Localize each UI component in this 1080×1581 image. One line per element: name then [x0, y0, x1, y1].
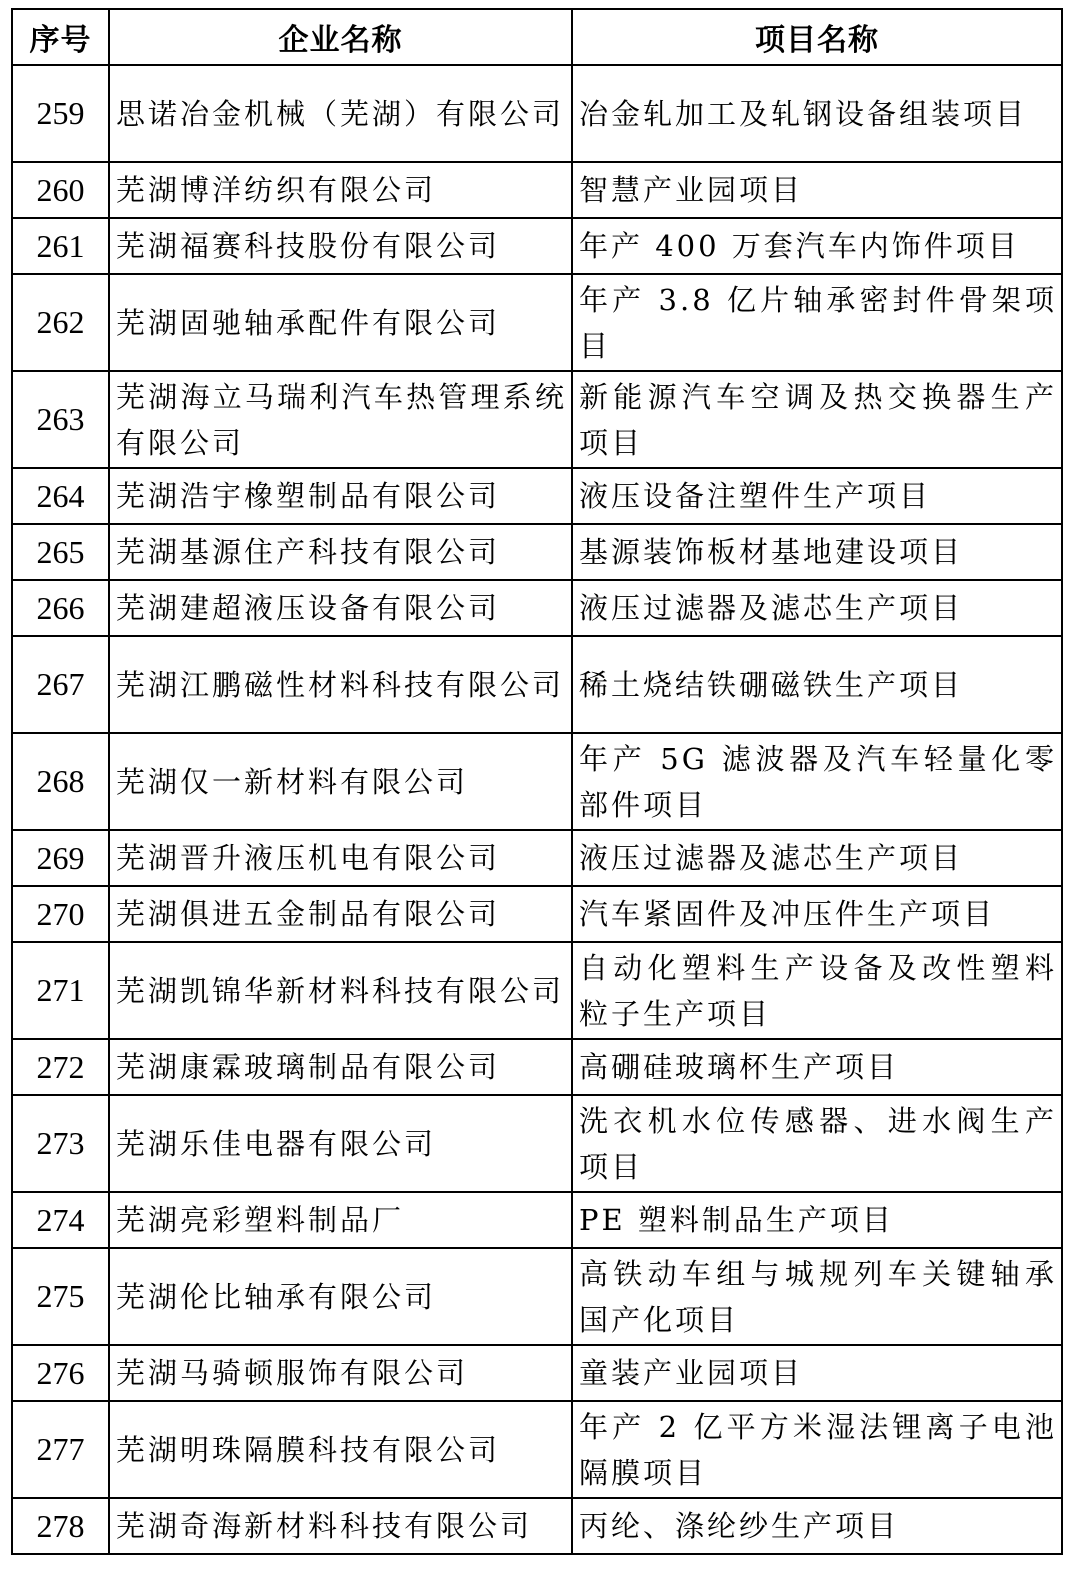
- table-row: [12, 162, 1062, 218]
- table-header: [12, 9, 1062, 65]
- company-name-cell: 芜湖俱进五金制品有限公司: [109, 886, 572, 942]
- header-company-name: 企业名称: [109, 9, 572, 65]
- table-row: [12, 886, 1062, 942]
- serial-number-cell: 270: [12, 886, 109, 942]
- serial-number-cell: 272: [12, 1039, 109, 1095]
- company-name-cell: 芜湖晋升液压机电有限公司: [109, 830, 572, 886]
- header-row: [12, 9, 1062, 65]
- serial-number-cell: 277: [12, 1401, 109, 1498]
- table-row: [12, 524, 1062, 580]
- serial-number-cell: 273: [12, 1095, 109, 1192]
- table-row: [12, 942, 1062, 1039]
- serial-number-cell: 264: [12, 468, 109, 524]
- project-name-cell: 年产 3.8 亿片轴承密封件骨架项目: [572, 274, 1062, 371]
- project-name-cell: 汽车紧固件及冲压件生产项目: [572, 886, 1062, 942]
- serial-number-cell: 265: [12, 524, 109, 580]
- company-name-cell: 芜湖建超液压设备有限公司: [109, 580, 572, 636]
- serial-number-cell: 268: [12, 733, 109, 830]
- company-name-cell: 芜湖固驰轴承配件有限公司: [109, 274, 572, 371]
- serial-number-cell: 262: [12, 274, 109, 371]
- table-row: [12, 1401, 1062, 1498]
- serial-number-cell: 267: [12, 636, 109, 733]
- serial-number-cell: 269: [12, 830, 109, 886]
- project-name-cell: 年产 2 亿平方米湿法锂离子电池隔膜项目: [572, 1401, 1062, 1498]
- serial-number-cell: 274: [12, 1192, 109, 1248]
- serial-number-cell: 259: [12, 65, 109, 162]
- header-serial-number: 序号: [12, 9, 109, 65]
- table-row: [12, 830, 1062, 886]
- company-name-cell: 芜湖福赛科技股份有限公司: [109, 218, 572, 274]
- table-row: [12, 65, 1062, 162]
- company-name-cell: 芜湖亮彩塑料制品厂: [109, 1192, 572, 1248]
- project-name-cell: 高硼硅玻璃杯生产项目: [572, 1039, 1062, 1095]
- company-name-cell: 芜湖江鹏磁性材料科技有限公司: [109, 636, 572, 733]
- project-list-table: [11, 8, 1063, 1555]
- company-name-cell: 芜湖仅一新材料有限公司: [109, 733, 572, 830]
- project-name-cell: 高铁动车组与城规列车关键轴承国产化项目: [572, 1248, 1062, 1345]
- project-name-cell: PE 塑料制品生产项目: [572, 1192, 1062, 1248]
- table-row: [12, 733, 1062, 830]
- table-row: [12, 580, 1062, 636]
- serial-number-cell: 278: [12, 1498, 109, 1554]
- table-row: [12, 468, 1062, 524]
- project-name-cell: 稀土烧结铁硼磁铁生产项目: [572, 636, 1062, 733]
- company-name-cell: 芜湖博洋纺织有限公司: [109, 162, 572, 218]
- table-row: [12, 1192, 1062, 1248]
- project-name-cell: 自动化塑料生产设备及改性塑料粒子生产项目: [572, 942, 1062, 1039]
- serial-number-cell: 260: [12, 162, 109, 218]
- company-name-cell: 芜湖奇海新材料科技有限公司: [109, 1498, 572, 1554]
- table-row: [12, 1095, 1062, 1192]
- company-name-cell: 芜湖凯锦华新材料科技有限公司: [109, 942, 572, 1039]
- serial-number-cell: 276: [12, 1345, 109, 1401]
- project-name-cell: 童装产业园项目: [572, 1345, 1062, 1401]
- project-name-cell: 液压过滤器及滤芯生产项目: [572, 580, 1062, 636]
- serial-number-cell: 275: [12, 1248, 109, 1345]
- table-row: [12, 1345, 1062, 1401]
- serial-number-cell: 271: [12, 942, 109, 1039]
- company-name-cell: 芜湖海立马瑞利汽车热管理系统有限公司: [109, 371, 572, 468]
- project-name-cell: 冶金轧加工及轧钢设备组装项目: [572, 65, 1062, 162]
- project-name-cell: 年产 400 万套汽车内饰件项目: [572, 218, 1062, 274]
- header-project-name: 项目名称: [572, 9, 1062, 65]
- project-name-cell: 新能源汽车空调及热交换器生产项目: [572, 371, 1062, 468]
- serial-number-cell: 263: [12, 371, 109, 468]
- company-name-cell: 芜湖伦比轴承有限公司: [109, 1248, 572, 1345]
- serial-number-cell: 266: [12, 580, 109, 636]
- table-row: [12, 1498, 1062, 1554]
- company-name-cell: 芜湖明珠隔膜科技有限公司: [109, 1401, 572, 1498]
- company-name-cell: 思诺冶金机械（芜湖）有限公司: [109, 65, 572, 162]
- project-name-cell: 智慧产业园项目: [572, 162, 1062, 218]
- project-name-cell: 液压过滤器及滤芯生产项目: [572, 830, 1062, 886]
- project-name-cell: 液压设备注塑件生产项目: [572, 468, 1062, 524]
- company-name-cell: 芜湖浩宇橡塑制品有限公司: [109, 468, 572, 524]
- table-row: [12, 371, 1062, 468]
- table-row: [12, 636, 1062, 733]
- table-body: [12, 65, 1062, 1554]
- table-row: [12, 274, 1062, 371]
- project-name-cell: 年产 5G 滤波器及汽车轻量化零部件项目: [572, 733, 1062, 830]
- serial-number-cell: 261: [12, 218, 109, 274]
- project-name-cell: 丙纶、涤纶纱生产项目: [572, 1498, 1062, 1554]
- company-name-cell: 芜湖乐佳电器有限公司: [109, 1095, 572, 1192]
- table-row: [12, 218, 1062, 274]
- company-name-cell: 芜湖康霖玻璃制品有限公司: [109, 1039, 572, 1095]
- company-name-cell: 芜湖基源住产科技有限公司: [109, 524, 572, 580]
- project-name-cell: 基源装饰板材基地建设项目: [572, 524, 1062, 580]
- table-row: [12, 1248, 1062, 1345]
- table-row: [12, 1039, 1062, 1095]
- project-name-cell: 洗衣机水位传感器、进水阀生产项目: [572, 1095, 1062, 1192]
- company-name-cell: 芜湖马骑顿服饰有限公司: [109, 1345, 572, 1401]
